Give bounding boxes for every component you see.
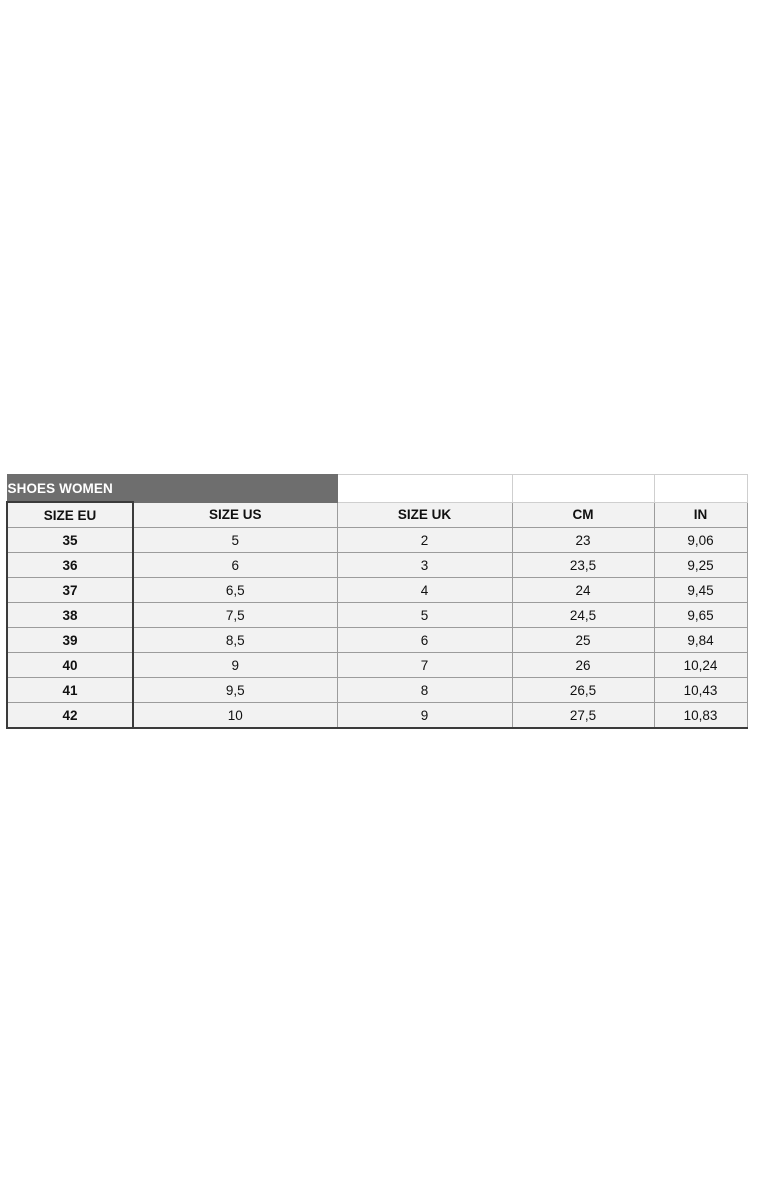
cell-cm: 24,5 bbox=[512, 603, 654, 628]
table-row bbox=[7, 678, 747, 703]
cell-size-uk: 2 bbox=[337, 528, 512, 553]
cell-in: 10,24 bbox=[654, 653, 747, 678]
cell-cm: 27,5 bbox=[512, 703, 654, 729]
cell-size-uk: 8 bbox=[337, 678, 512, 703]
cell-size-eu: 38 bbox=[7, 603, 133, 628]
cell-size-eu: 39 bbox=[7, 628, 133, 653]
cell-size-eu: 41 bbox=[7, 678, 133, 703]
column-header-cm: CM bbox=[512, 502, 654, 528]
cell-cm: 23 bbox=[512, 528, 654, 553]
cell-size-us: 6,5 bbox=[133, 578, 337, 603]
cell-size-uk: 3 bbox=[337, 553, 512, 578]
cell-in: 10,83 bbox=[654, 703, 747, 729]
title-filler-cell-1 bbox=[337, 475, 512, 503]
column-header-size-uk: SIZE UK bbox=[337, 502, 512, 528]
cell-size-us: 10 bbox=[133, 703, 337, 729]
cell-in: 9,84 bbox=[654, 628, 747, 653]
cell-cm: 25 bbox=[512, 628, 654, 653]
table-title-row bbox=[7, 475, 747, 503]
cell-cm: 24 bbox=[512, 578, 654, 603]
cell-cm: 23,5 bbox=[512, 553, 654, 578]
cell-size-us: 7,5 bbox=[133, 603, 337, 628]
table-row bbox=[7, 628, 747, 653]
cell-cm: 26,5 bbox=[512, 678, 654, 703]
column-header-in: IN bbox=[654, 502, 747, 528]
title-filler-cell-2 bbox=[512, 475, 654, 503]
title-filler-cell-3 bbox=[654, 475, 747, 503]
cell-size-eu: 36 bbox=[7, 553, 133, 578]
cell-size-eu: 37 bbox=[7, 578, 133, 603]
cell-size-uk: 9 bbox=[337, 703, 512, 729]
cell-size-eu: 40 bbox=[7, 653, 133, 678]
table-title: SHOES WOMEN bbox=[7, 475, 337, 503]
cell-size-us: 8,5 bbox=[133, 628, 337, 653]
cell-in: 9,06 bbox=[654, 528, 747, 553]
cell-in: 9,45 bbox=[654, 578, 747, 603]
cell-in: 9,25 bbox=[654, 553, 747, 578]
column-header-size-us: SIZE US bbox=[133, 502, 337, 528]
table-row bbox=[7, 653, 747, 678]
cell-size-eu: 35 bbox=[7, 528, 133, 553]
cell-size-uk: 4 bbox=[337, 578, 512, 603]
size-chart-container bbox=[6, 474, 746, 729]
cell-size-uk: 5 bbox=[337, 603, 512, 628]
cell-size-us: 6 bbox=[133, 553, 337, 578]
cell-size-us: 9 bbox=[133, 653, 337, 678]
table-row bbox=[7, 528, 747, 553]
cell-size-us: 5 bbox=[133, 528, 337, 553]
cell-size-eu: 42 bbox=[7, 703, 133, 729]
cell-in: 10,43 bbox=[654, 678, 747, 703]
cell-cm: 26 bbox=[512, 653, 654, 678]
table-row bbox=[7, 578, 747, 603]
size-chart-table bbox=[6, 474, 748, 729]
table-row bbox=[7, 603, 747, 628]
table-row bbox=[7, 553, 747, 578]
column-header-size-eu: SIZE EU bbox=[7, 502, 133, 528]
cell-size-uk: 7 bbox=[337, 653, 512, 678]
cell-in: 9,65 bbox=[654, 603, 747, 628]
cell-size-uk: 6 bbox=[337, 628, 512, 653]
cell-size-us: 9,5 bbox=[133, 678, 337, 703]
table-header-row bbox=[7, 502, 747, 528]
table-row bbox=[7, 703, 747, 729]
